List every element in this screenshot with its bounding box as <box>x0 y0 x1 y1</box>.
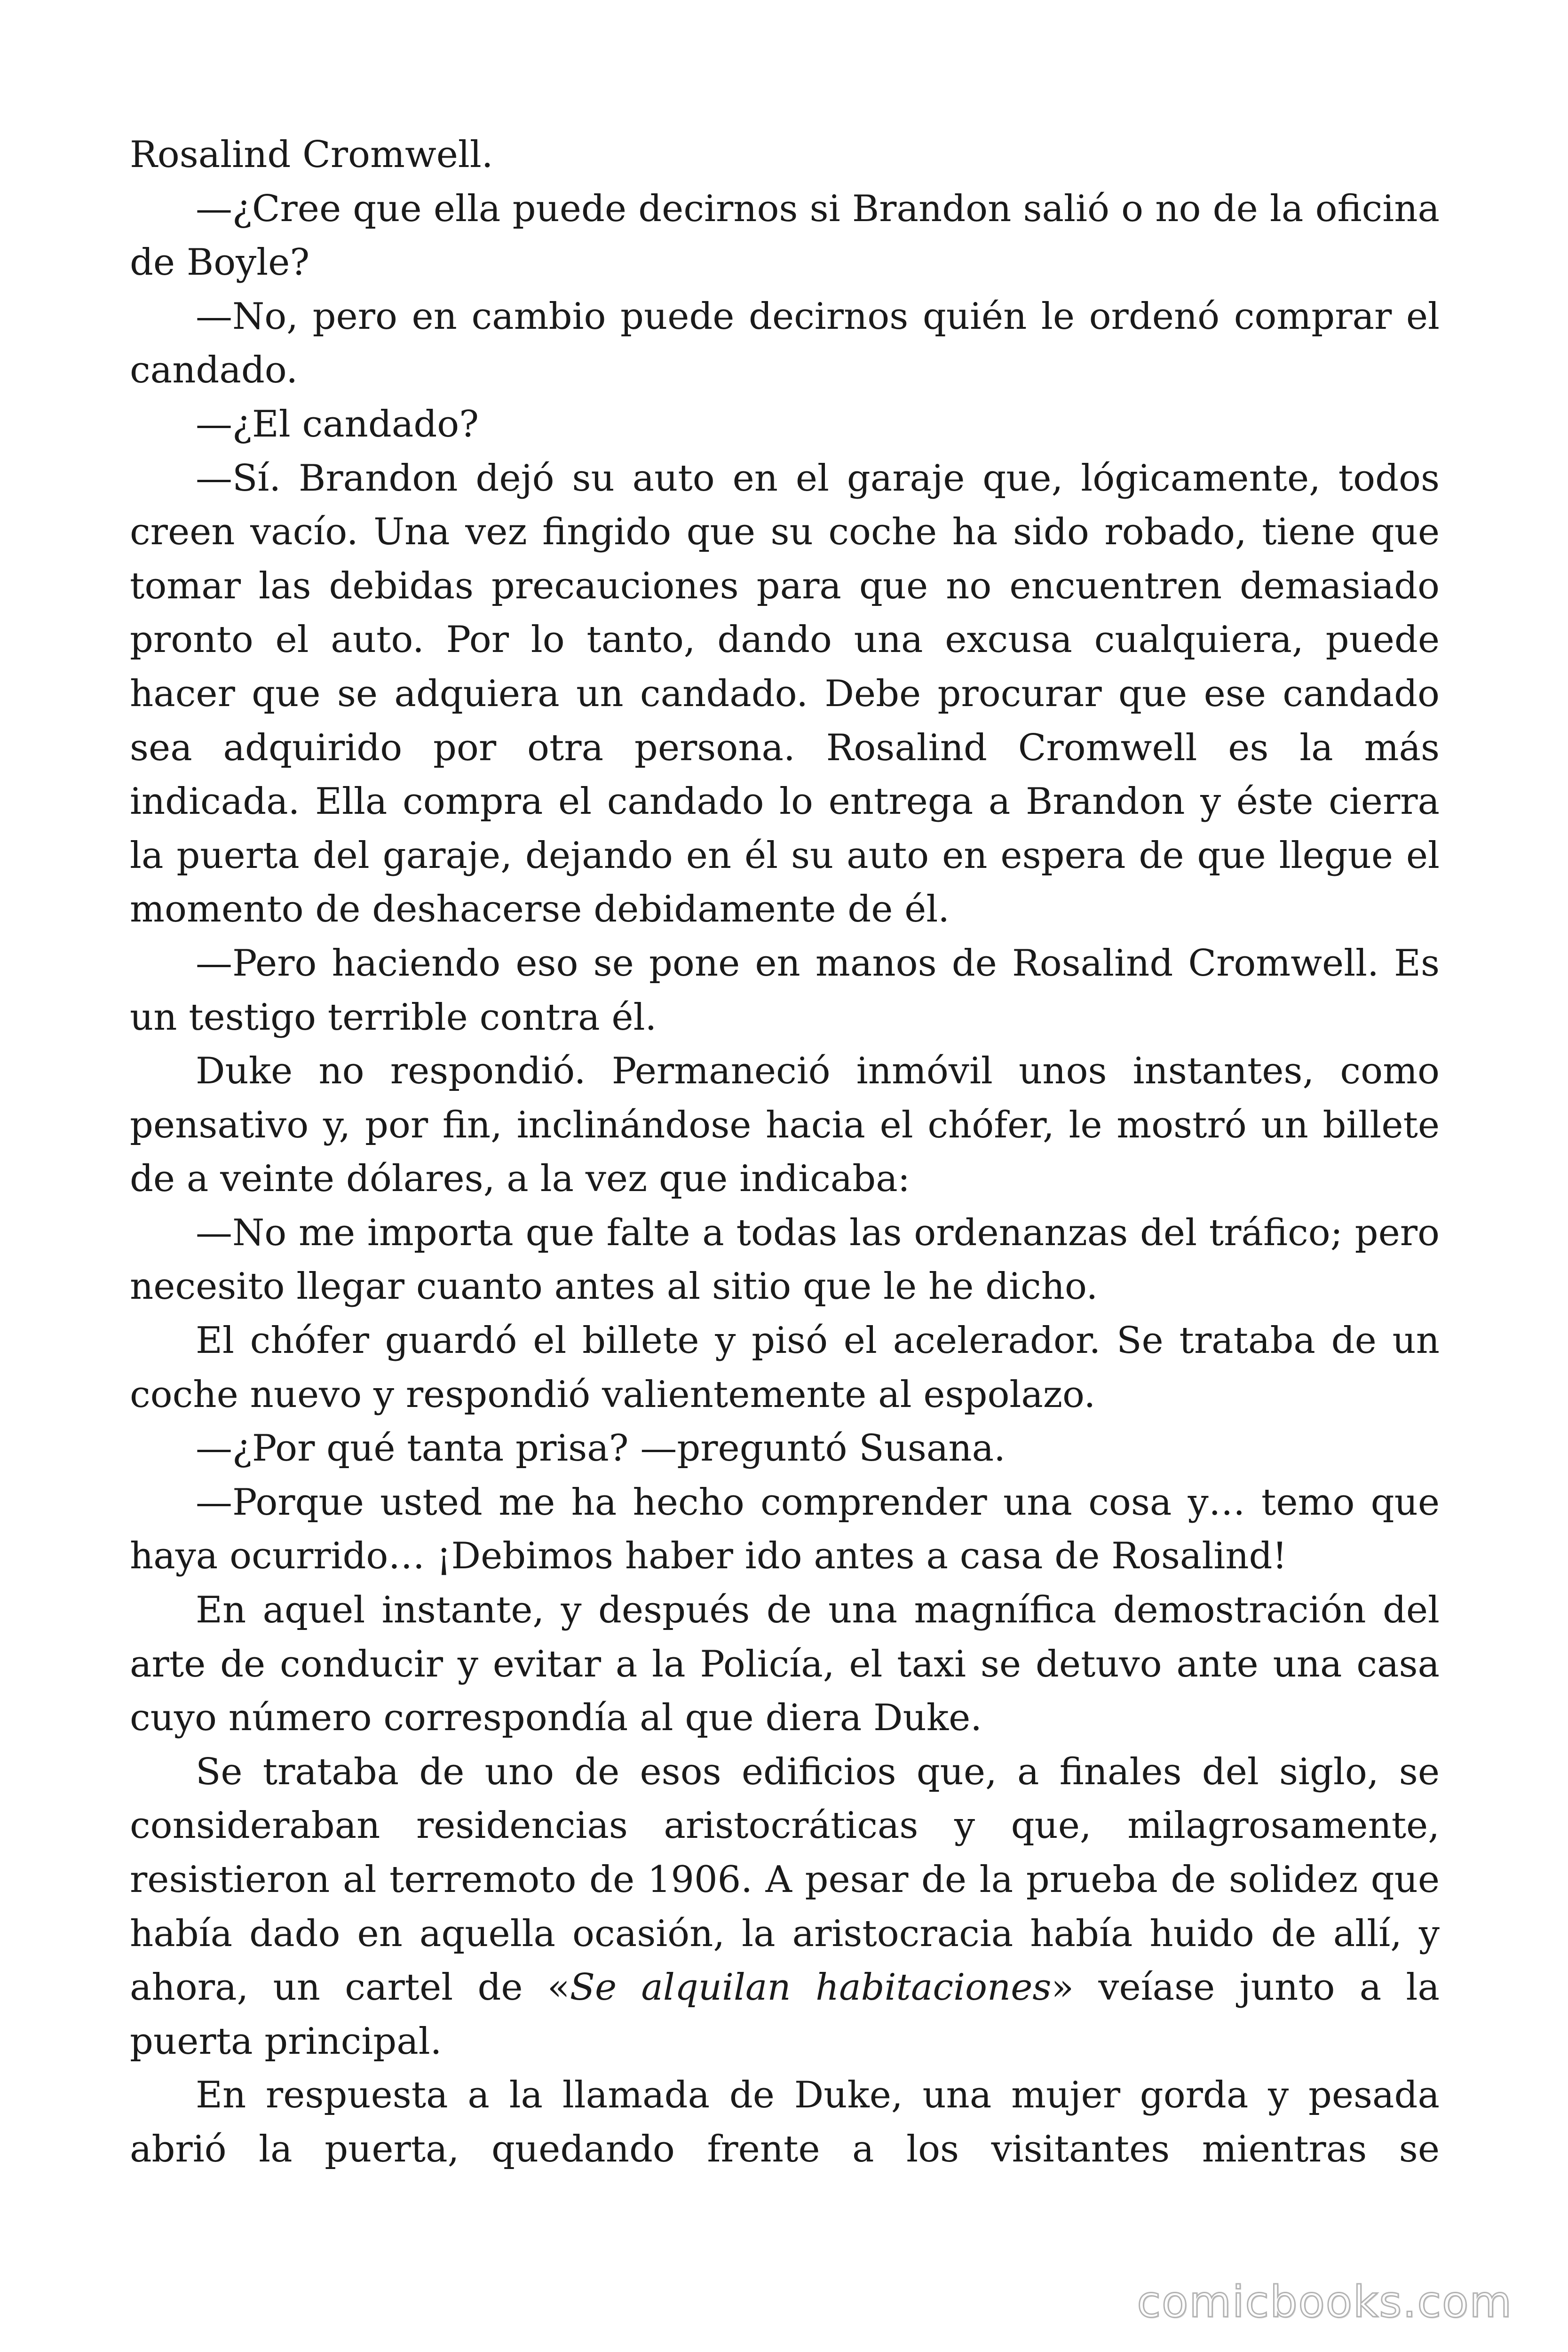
watermark: comicbooks.com <box>1137 2277 1513 2327</box>
page-body-text <box>130 128 1440 2177</box>
paragraph: —Pero haciendo eso se pone en manos de Rosalind Cromwell. Es un testigo terrible contra él. <box>130 942 1440 1039</box>
sign-text-before: Se trataba de uno de esos edificios que, a finales del siglo, se consideraban residencias aristocráticas y que, milagrosamente, resistieron al terremoto de 1906. A pesar de la prueba de solidez que había dado en aquella ocasión, la aristocracia había huido de allí, y ahora, un cartel de « <box>130 1750 1440 2009</box>
sign-text-after: » veíase junto a la puerta principal. <box>130 1966 1440 2063</box>
paragraph: —¿Por qué tanta prisa? —preguntó Susana. <box>196 1427 1006 1470</box>
paragraph: —Sí. Brandon dejó su auto en el garaje que, lógicamente, todos creen vacío. Una vez fingido que su coche ha sido robado, tiene que tomar las debidas precauciones para que no encuentren demasiado pronto el auto. Por lo tanto, dando una excusa cualquiera, puede hacer que se adquiera un candado. Debe procurar que ese candado sea adquirido por otra persona. Rosalind Cromwell es la más indicada. Ella compra el candado lo entrega a Brandon y éste cierra la puerta del garaje, dejando en él su auto en espera de que llegue el momento de deshacerse debidamente de él. <box>130 457 1440 931</box>
sign-italic-text: Se alquilan habitaciones <box>570 1966 1052 2009</box>
paragraph: —No me importa que falte a todas las ordenanzas del tráfico; pero necesito llegar cuanto antes al sitio que le he dicho. <box>130 1211 1440 1308</box>
paragraph: En aquel instante, y después de una magnífica demostración del arte de conducir y evitar a la Policía, el taxi se detuvo ante una casa cuyo número correspondía al que diera Duke. <box>130 1589 1440 1740</box>
paragraph: —No, pero en cambio puede decirnos quién le ordenó comprar el candado. <box>130 295 1440 392</box>
paragraph-last: En respuesta a la llamada de Duke, una mujer gorda y pesada abrió la puerta, quedando frente a los visitantes mientras se <box>130 2074 1440 2170</box>
paragraph: —Porque usted me ha hecho comprender una cosa y… temo que haya ocurrido… ¡Debimos haber ido antes a casa de Rosalind! <box>130 1481 1440 1578</box>
paragraph-continuation: Rosalind Cromwell. <box>130 134 493 176</box>
paragraph: —¿El candado? <box>196 403 479 445</box>
paragraph: —¿Cree que ella puede decirnos si Brandon salió o no de la oficina de Boyle? <box>130 187 1440 284</box>
paragraph: Duke no respondió. Permaneció inmóvil unos instantes, como pensativo y, por fin, inclinándose hacia el chófer, le mostró un billete de a veinte dólares, a la vez que indicaba: <box>130 1050 1440 1200</box>
paragraph-sign <box>130 1745 1440 2069</box>
paragraph: El chófer guardó el billete y pisó el acelerador. Se trataba de un coche nuevo y respondió valientemente al espolazo. <box>130 1319 1440 1416</box>
